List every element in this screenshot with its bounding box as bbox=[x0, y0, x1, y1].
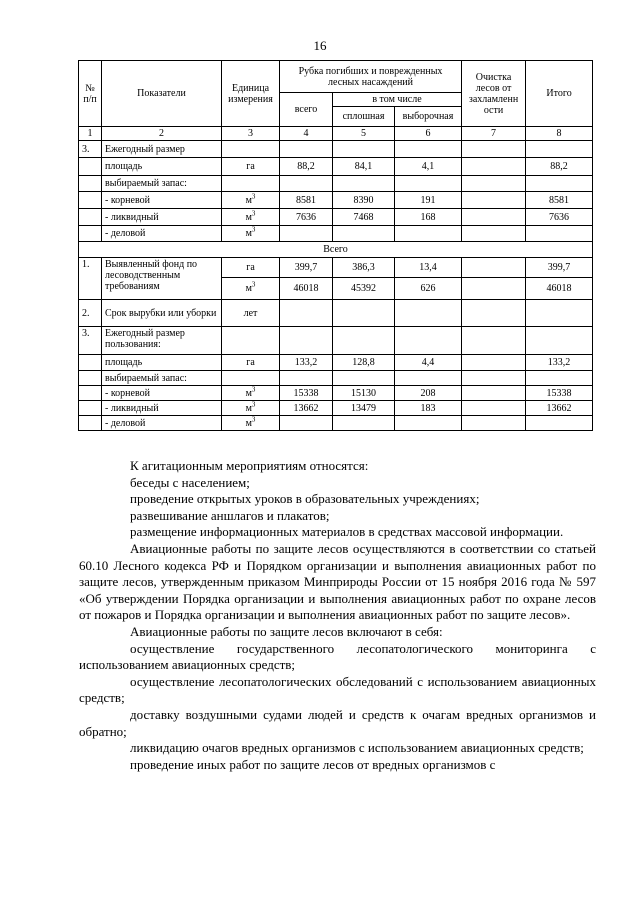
value-cell: 15130 bbox=[333, 386, 395, 401]
col-num: 6 bbox=[395, 127, 462, 141]
row-label: - корневой bbox=[102, 386, 222, 401]
value-cell: 84,1 bbox=[333, 158, 395, 176]
row-num: 2. bbox=[79, 300, 102, 327]
section-heading: Всего bbox=[79, 242, 593, 258]
value-cell bbox=[462, 355, 526, 371]
value-cell: 399,7 bbox=[280, 258, 333, 278]
value-cell: 4,4 bbox=[395, 355, 462, 371]
value-cell: 15338 bbox=[526, 386, 593, 401]
value-cell: 13662 bbox=[280, 401, 333, 416]
row-label: Ежегодный размер пользования: bbox=[102, 327, 222, 355]
unit-cell: лет bbox=[222, 300, 280, 327]
row-label: Ежегодный размер bbox=[102, 141, 222, 158]
row-num: 1. bbox=[79, 258, 102, 300]
paragraph: размещение информационных материалов в средствах массовой информации. bbox=[130, 524, 564, 540]
row-label: выбираемый запас: bbox=[102, 371, 222, 386]
unit-cell: га bbox=[222, 258, 280, 278]
paragraph: беседы с населением; bbox=[130, 474, 250, 490]
paragraph: доставку воздушными судами людей и средств к очагам вредных организмов и обратно; bbox=[79, 706, 596, 739]
unit-cell: $м^3$ bbox=[222, 416, 280, 431]
header-selective: выборочная bbox=[395, 107, 462, 127]
col-num: 4 bbox=[280, 127, 333, 141]
paragraph: осуществление лесопатологических обследований с использованием авиационных средств; bbox=[79, 673, 596, 706]
unit-cell: $м^3$ bbox=[222, 209, 280, 226]
value-cell: 88,2 bbox=[526, 158, 593, 176]
value-cell: 8581 bbox=[280, 192, 333, 209]
forest-table bbox=[78, 60, 593, 431]
value-cell: 46018 bbox=[280, 278, 333, 300]
value-cell: 15338 bbox=[280, 386, 333, 401]
value-cell: 386,3 bbox=[333, 258, 395, 278]
row-label: площадь bbox=[102, 158, 222, 176]
col-num: 2 bbox=[102, 127, 222, 141]
value-cell: 8581 bbox=[526, 192, 593, 209]
header-unit: Единица измерения bbox=[222, 61, 280, 127]
value-cell bbox=[462, 158, 526, 176]
value-cell: 88,2 bbox=[280, 158, 333, 176]
row-label: - деловой bbox=[102, 226, 222, 242]
unit-cell: $м^3$ bbox=[222, 226, 280, 242]
paragraph: развешивание аншлагов и плакатов; bbox=[130, 507, 330, 523]
value-cell bbox=[462, 192, 526, 209]
page-number: 16 bbox=[313, 38, 327, 53]
col-num: 3 bbox=[222, 127, 280, 141]
row-label: площадь bbox=[102, 355, 222, 371]
value-cell: 13479 bbox=[333, 401, 395, 416]
value-cell: 191 bbox=[395, 192, 462, 209]
value-cell: 133,2 bbox=[526, 355, 593, 371]
header-incl: в том числе bbox=[333, 93, 462, 107]
row-label: - ликвидный bbox=[102, 401, 222, 416]
header-cleaning: Очистка лесов от захламленн ости bbox=[462, 61, 526, 127]
row-label: Срок вырубки или уборки bbox=[102, 300, 222, 327]
unit-cell: га bbox=[222, 158, 280, 176]
header-num: № п/п bbox=[79, 61, 102, 127]
value-cell: 7636 bbox=[280, 209, 333, 226]
row-label: Выявленный фонд по лесоводственным требованиям bbox=[102, 258, 222, 300]
col-num: 5 bbox=[333, 127, 395, 141]
paragraph: Авиационные работы по защите лесов осуществляются в соответствии со статьей 60.10 Лесного кодекса РФ и Порядком организации и выполнения авиационных работ по защите лесов, утвержденным приказом Минприроды России от 15 ноября 2016 года № 597 «Об утверждении Порядка организации и выполнения авиационных работ по охране лесов от пожаров и Порядка организации и выполнения авиационных работ по защите лесов». bbox=[79, 540, 596, 623]
row-num: 3. bbox=[79, 327, 102, 355]
header-itogo: Итого bbox=[526, 61, 593, 127]
value-cell: 13662 bbox=[526, 401, 593, 416]
paragraph: проведение иных работ по защите лесов от вредных организмов с bbox=[130, 756, 496, 772]
header-clear: сплошная bbox=[333, 107, 395, 127]
value-cell: 399,7 bbox=[526, 258, 593, 278]
value-cell: 133,2 bbox=[280, 355, 333, 371]
unit-cell: $м^3$ bbox=[222, 386, 280, 401]
value-cell: 7636 bbox=[526, 209, 593, 226]
body-text bbox=[79, 458, 596, 773]
row-label: выбираемый запас: bbox=[102, 176, 222, 192]
row-label: - деловой bbox=[102, 416, 222, 431]
value-cell: 183 bbox=[395, 401, 462, 416]
value-cell: 8390 bbox=[333, 192, 395, 209]
header-total: всего bbox=[280, 93, 333, 127]
value-cell: 208 bbox=[395, 386, 462, 401]
value-cell: 626 bbox=[395, 278, 462, 300]
unit-cell: $м^3$ bbox=[222, 278, 280, 300]
unit-cell: га bbox=[222, 355, 280, 371]
value-cell bbox=[462, 209, 526, 226]
col-num: 8 bbox=[526, 127, 593, 141]
header-felling: Рубка погибших и поврежденных лесных насаждений bbox=[280, 61, 462, 93]
paragraph: осуществление государственного лесопатологического мониторинга с использованием авиационных средств; bbox=[79, 640, 596, 673]
row-num: 3. bbox=[79, 141, 102, 158]
value-cell: 168 bbox=[395, 209, 462, 226]
unit-cell: $м^3$ bbox=[222, 401, 280, 416]
unit-cell: $м^3$ bbox=[222, 192, 280, 209]
value-cell: 13,4 bbox=[395, 258, 462, 278]
value-cell: 128,8 bbox=[333, 355, 395, 371]
value-cell bbox=[462, 278, 526, 300]
paragraph: проведение открытых уроков в образовательных учреждениях; bbox=[130, 491, 480, 507]
paragraph: К агитационным мероприятиям относятся: bbox=[130, 458, 369, 473]
col-num: 1 bbox=[79, 127, 102, 141]
header-indicators: Показатели bbox=[102, 61, 222, 127]
value-cell bbox=[462, 258, 526, 278]
value-cell bbox=[462, 401, 526, 416]
paragraph: ликвидацию очагов вредных организмов с использованием авиационных средств; bbox=[130, 740, 584, 756]
col-num: 7 bbox=[462, 127, 526, 141]
row-label: - ликвидный bbox=[102, 209, 222, 226]
row-label: - корневой bbox=[102, 192, 222, 209]
paragraph: Авиационные работы по защите лесов включают в себя: bbox=[130, 623, 443, 639]
value-cell: 45392 bbox=[333, 278, 395, 300]
value-cell: 46018 bbox=[526, 278, 593, 300]
value-cell: 4,1 bbox=[395, 158, 462, 176]
value-cell: 7468 bbox=[333, 209, 395, 226]
value-cell bbox=[462, 386, 526, 401]
